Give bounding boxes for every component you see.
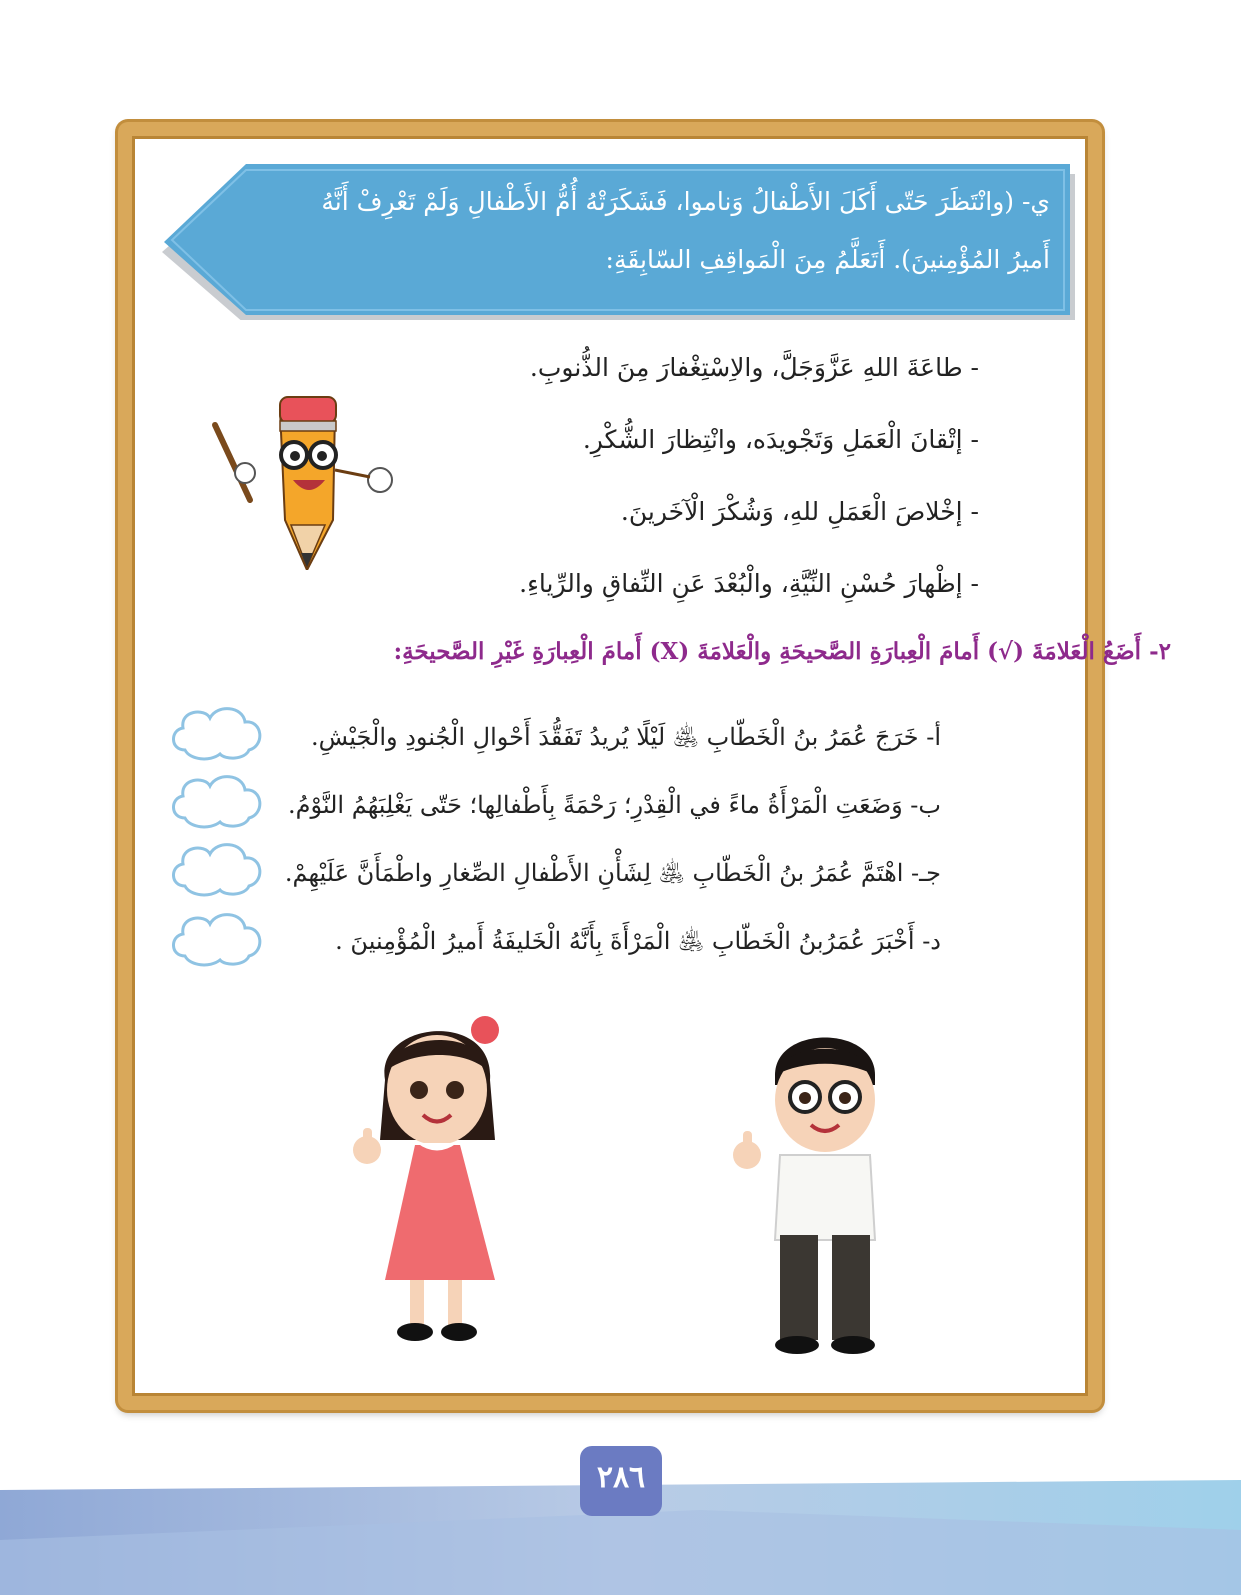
answer-cloud-d[interactable]	[165, 906, 267, 968]
lesson-item: - إتْقانَ الْعَمَلِ وَتَجْويدَه، وانْتِظارَ الشُّكْرِ.	[582, 425, 979, 454]
statement-item: د- أَخْبَرَ عُمَرُبنُ الْخَطّابِ ﵁ الْمَرْأَةَ بِأَنَّهُ الْخَليفَةُ أَميرُ الْمُؤْمِنينَ .	[335, 927, 941, 955]
lesson-item: - إظْهارَ حُسْنِ النِّيَّةِ، والْبُعْدَ عَنِ النِّفاقِ والرِّياءِ.	[519, 569, 979, 598]
answer-cloud-b[interactable]	[165, 768, 267, 830]
banner-line-1: ي- (وانْتَظَرَ حَتّى أَكَلَ الأَطْفالُ وَناموا، فَشَكَرَتْهُ أُمُّ الأَطْفالِ وَلَمْ تَعْرِفْ أَنَّهُ	[321, 187, 1050, 216]
banner-text	[250, 173, 1050, 289]
answer-cloud-a[interactable]	[165, 700, 267, 762]
pencil-mascot-illustration	[205, 385, 405, 570]
lesson-item: - إخْلاصَ الْعَمَلِ للهِ، وَشُكْرَ الْآخَرينَ.	[620, 497, 979, 526]
question-2-heading: ٢- أَضَعُ الْعَلامَةَ (√) أَمامَ الْعِبارَةِ الصَّحيحَةِ والْعَلامَةَ (X) أَمامَ الْعِبارَةِ غَيْرِ الصَّحيحَةِ:	[393, 638, 1171, 665]
answer-cloud-c[interactable]	[165, 836, 267, 898]
girl-thumbs-up-illustration	[345, 1000, 525, 1355]
banner-line-2: أَميرُ المُؤْمِنينَ). أَتَعَلَّمُ مِنَ الْمَواقِفِ السّابِقَةِ:	[605, 245, 1050, 274]
page-number: ٢٨٦	[580, 1446, 662, 1516]
statements-list	[221, 712, 941, 984]
lesson-item: - طاعَةَ اللهِ عَزَّوَجَلَّ، والاِسْتِغْفارَ مِنَ الذُّنوبِ.	[529, 353, 979, 382]
statement-item: أ- خَرَجَ عُمَرُ بنُ الْخَطّابِ ﵁ لَيْلًا يُريدُ تَفَقُّدَ أَحْوالِ الْجُنودِ والْجَيْشِ.	[311, 723, 941, 751]
statement-item: ب- وَضَعَتِ الْمَرْأَةُ ماءً في الْقِدْرِ؛ رَحْمَةً بِأَطْفالِها؛ حَتّى يَغْلِبَهُمُ النَّوْمُ.	[287, 791, 941, 819]
boy-thumbs-up-illustration	[725, 1015, 915, 1360]
statement-item: جـ- اهْتَمَّ عُمَرُ بنُ الْخَطّابِ ﵁ لِشَأْنِ الأَطْفالِ الصِّغارِ واطْمَأَنَّ عَلَيْهِمْ.	[284, 859, 941, 887]
